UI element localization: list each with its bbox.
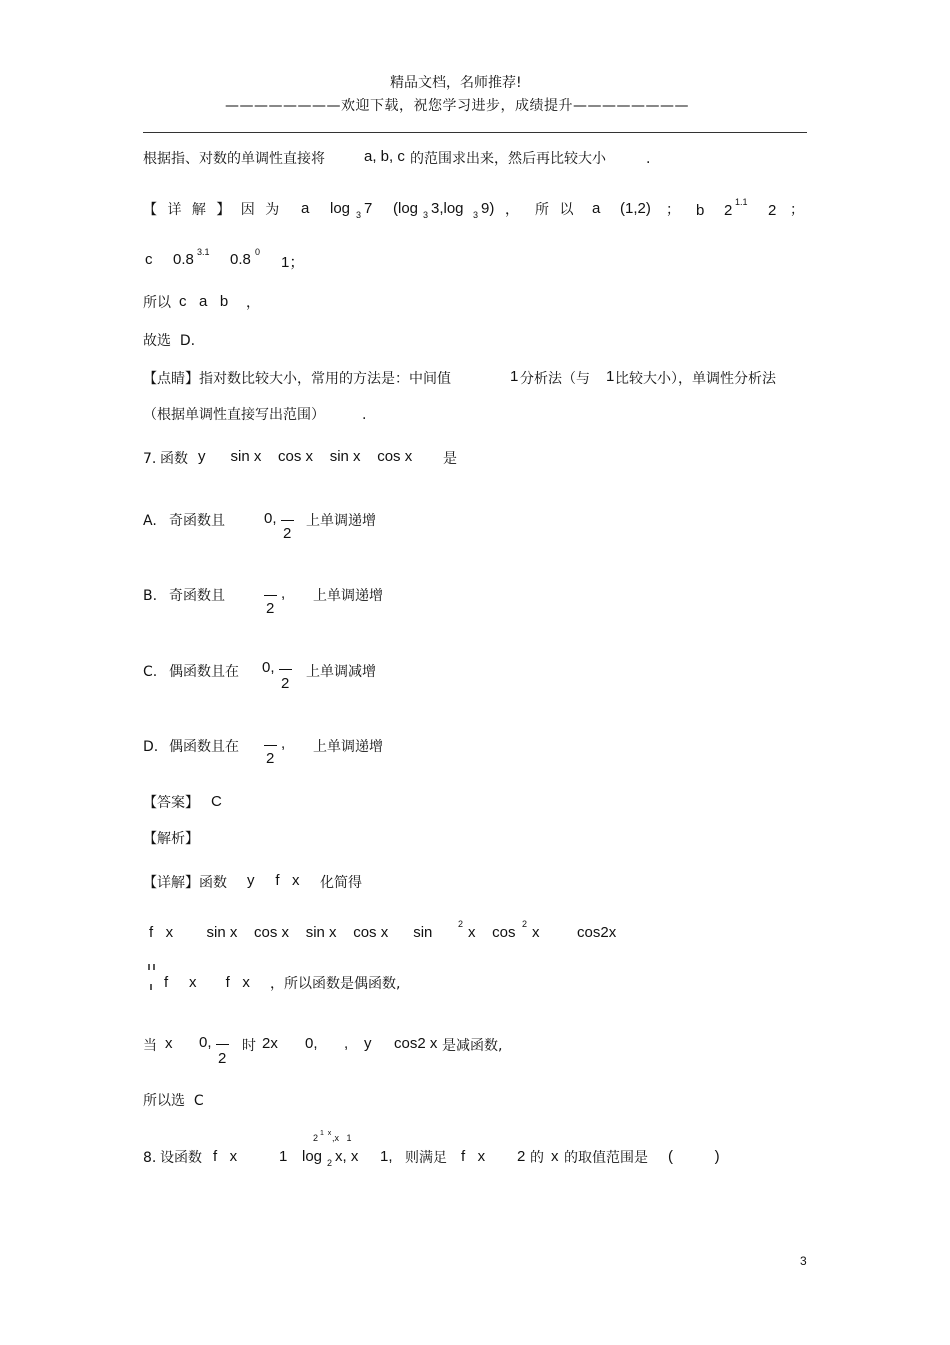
math-sup: 2: [522, 919, 528, 929]
q8-end: 的取值范围是: [564, 1150, 648, 1166]
q8-1b: 1,: [380, 1148, 393, 1165]
option-a-den: 2: [283, 525, 292, 542]
math-9: 9): [481, 200, 495, 217]
option-a-label: A.: [143, 513, 157, 529]
tip-text-b: 分析法（与: [520, 371, 590, 387]
text-suoyi: 所 以: [535, 202, 577, 218]
math-2x: 2x: [262, 1035, 278, 1052]
option-b-label: B.: [143, 588, 158, 604]
option-b-den: 2: [266, 600, 275, 617]
q8-de: 的: [530, 1150, 544, 1166]
math-a: a: [301, 200, 310, 217]
detail-end: 化简得: [320, 875, 362, 891]
math-3log: 3,log: [431, 200, 464, 217]
math-0b: 0,: [305, 1035, 318, 1052]
math-y: y: [364, 1035, 372, 1052]
math-x: x: [165, 1035, 173, 1052]
detail-label: 【 详 解 】 因 为: [143, 202, 283, 218]
option-b-comma: ,: [281, 585, 286, 602]
text-final: 所以选 C: [143, 1093, 204, 1109]
math-interval: (1,2): [620, 200, 651, 217]
math-cos: cos2 x: [394, 1035, 438, 1052]
question-text: 设函数: [160, 1150, 202, 1166]
text-dot: .: [646, 151, 651, 167]
math-0: 0,: [199, 1034, 212, 1051]
math-1: 1: [606, 368, 615, 385]
fraction-bar: [216, 1044, 229, 1045]
text-end: 是减函数,: [442, 1038, 503, 1054]
q8-sub: 2: [327, 1158, 333, 1168]
question-number: 8.: [143, 1150, 157, 1166]
header-title: 精品文档，名师推荐!: [390, 75, 522, 91]
question-text: 函数: [160, 451, 188, 467]
math-a2: a: [592, 200, 601, 217]
equation-1b: x cos: [468, 924, 516, 941]
text-line-1: 根据指、对数的单调性直接将: [143, 151, 325, 167]
q8-xx: x: [551, 1148, 559, 1165]
analysis-label: 【解析】: [143, 831, 199, 847]
header-rule: [143, 132, 807, 133]
option-a-end: 上单调递增: [306, 513, 376, 529]
question-math: y sin x cos x sin x cos x: [198, 448, 413, 465]
option-d-end: 上单调递增: [313, 739, 383, 755]
math-sub: 3: [423, 210, 429, 220]
option-b-text: 奇函数且: [169, 588, 225, 604]
math-1: 1: [510, 368, 519, 385]
header-subtitle: ————————欢迎下载，祝您学习进步，成绩提升————————: [225, 98, 689, 114]
q8-mid: 则满足: [405, 1150, 447, 1166]
q8-piece-top-end: ,x 1: [332, 1133, 352, 1143]
equation-1c: x cos2x: [532, 924, 617, 941]
math-abc: a, b, c: [364, 148, 405, 165]
tip-text-c: 比较大小），单调性分析法: [615, 371, 776, 387]
option-c-den: 2: [281, 675, 290, 692]
q8-fx2: f x: [461, 1148, 486, 1165]
semicolon: ；: [666, 202, 680, 218]
question-number: 7.: [143, 451, 157, 467]
math-1: 1；: [281, 254, 305, 271]
equation-2-text: ，所以函数是偶函数,: [270, 976, 401, 992]
fraction-bar: [264, 745, 277, 746]
option-a-text: 奇函数且: [169, 513, 225, 529]
q8-fx: f x: [213, 1148, 238, 1165]
math-2: 2: [724, 202, 733, 219]
q8-x: x, x: [335, 1148, 359, 1165]
option-d-comma: ,: [281, 735, 286, 752]
math-sup: 2: [458, 919, 464, 929]
math-7: 7: [364, 200, 373, 217]
page-number: 3: [800, 1254, 807, 1268]
math-log: log: [330, 200, 351, 217]
fraction-bar: [281, 520, 294, 521]
math-sub: 3: [473, 210, 479, 220]
option-d-label: D.: [143, 739, 159, 755]
option-d-den: 2: [266, 750, 275, 767]
text-shi: 时: [242, 1038, 256, 1054]
text-line-1b: 的范围求出来，然后再比较大小: [410, 151, 606, 167]
text-suoyi2: 所以: [143, 295, 171, 311]
comma: ，: [246, 295, 260, 311]
equation-1: f x sin x cos x sin x cos x sin: [149, 924, 433, 941]
math-sub: 3: [356, 210, 362, 220]
q8-piece-top-sup: 1 x: [320, 1130, 332, 1137]
option-c-text: 偶函数且在: [169, 664, 239, 680]
math-sup: 0: [255, 247, 261, 257]
math-comma: ,: [344, 1035, 349, 1052]
text-guxuan: 故选 D.: [143, 333, 196, 349]
tip-text: 【点睛】指对数比较大小，常用的方法是：中间值: [143, 371, 451, 387]
answer-value: C: [211, 793, 222, 810]
text-dang: 当: [143, 1038, 157, 1054]
option-c-math: 0,: [262, 659, 275, 676]
comma: ，: [505, 202, 519, 218]
brace-icon: [146, 962, 158, 992]
math-sup: 3.1: [197, 247, 210, 257]
math-den: 2: [218, 1050, 227, 1067]
equation-2: f x f x: [164, 974, 250, 991]
detail-math: y f x: [247, 872, 300, 889]
fraction-bar: [279, 669, 292, 670]
tip-text-d: （根据单调性直接写出范围）: [143, 407, 325, 423]
option-a-math: 0,: [264, 510, 277, 527]
math-b: b: [696, 202, 705, 219]
answer-label: 【答案】: [143, 795, 199, 811]
math-080: 0.8: [230, 251, 251, 268]
math-c: c: [145, 251, 153, 268]
option-c-end: 上单调减增: [306, 664, 376, 680]
math-2b: 2: [768, 202, 777, 219]
math-cab: c a b: [179, 293, 229, 310]
question-end: 是: [443, 451, 457, 467]
q8-paren: ( ): [668, 1148, 720, 1165]
detail-label: 【详解】函数: [143, 875, 227, 891]
option-c-label: C.: [143, 664, 158, 680]
q8-2: 2: [517, 1148, 526, 1165]
text-dot: .: [362, 407, 367, 423]
semicolon: ；: [790, 202, 804, 218]
math-sup: 1.1: [735, 197, 748, 207]
q8-1: 1: [279, 1148, 288, 1165]
fraction-bar: [264, 595, 277, 596]
option-d-text: 偶函数且在: [169, 739, 239, 755]
math-08: 0.8: [173, 251, 194, 268]
math-paren: (log: [393, 200, 419, 217]
option-b-end: 上单调递增: [313, 588, 383, 604]
q8-piece-top: 2: [313, 1133, 319, 1143]
q8-log: log: [302, 1148, 323, 1165]
